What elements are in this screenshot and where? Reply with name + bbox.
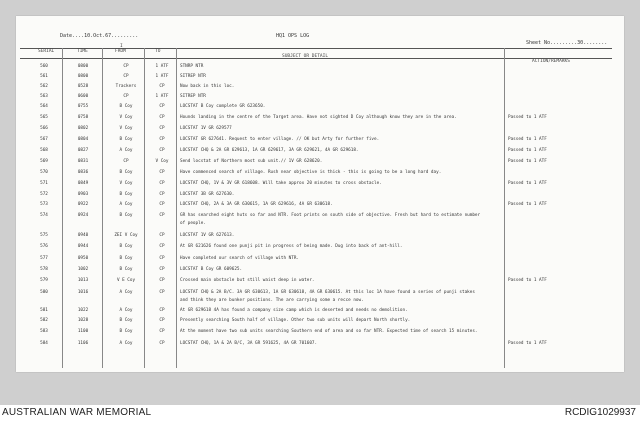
col-time: TIME — [77, 49, 88, 54]
row-serial: 573 — [40, 202, 48, 207]
row-time: 0831 — [77, 159, 89, 164]
row-from: A Coy — [119, 148, 133, 153]
row-to: CP — [159, 256, 165, 261]
row-from: B Coy — [119, 244, 133, 249]
row-serial: 584 — [40, 341, 48, 346]
col-from: FROM — [115, 49, 126, 54]
row-subject: SITREP NTR — [180, 74, 206, 79]
row-to: CP — [159, 170, 165, 175]
log-row — [16, 181, 624, 190]
row-to: CP — [159, 290, 165, 295]
row-subject: LOCSTAT CHQ, 1V & 3V GR 618608. Will take approx 20 minutes to cross obstacle. — [180, 181, 382, 186]
row-from: B Coy — [119, 170, 133, 175]
log-row — [16, 233, 624, 242]
archive-reference: RCDIG1029937 — [564, 407, 636, 418]
row-subject-continued: and think they are bunker positions. The are carrying some a recce now. — [180, 298, 364, 303]
archive-footer — [0, 405, 640, 421]
row-subject: LOCSTAT CHQ, 2A & 3A GR 630615, 1A GR 629616, 4A GR 630618. — [180, 202, 333, 207]
row-time: 0827 — [77, 148, 89, 153]
row-action: Passed to 1 ATF — [508, 137, 547, 142]
row-serial: 567 — [40, 137, 48, 142]
row-serial: 578 — [40, 267, 48, 272]
row-to: CP — [159, 213, 165, 218]
row-serial: 562 — [40, 84, 48, 89]
row-subject: At GR 621626 found one punji pit in progress of being made. Dug into back of ant-hill. — [180, 244, 403, 249]
log-row — [16, 267, 624, 276]
log-row — [16, 244, 624, 253]
row-time: 1002 — [77, 267, 89, 272]
row-from: A Coy — [119, 341, 133, 346]
row-subject: GR has searched eight huts so far and NTR. Foot prints on south side of objective. Fresh but hard to estimate number — [180, 213, 481, 218]
row-action: Passed to 1 ATF — [508, 202, 547, 207]
row-time: 0924 — [77, 213, 89, 218]
row-from: B Coy — [119, 104, 133, 109]
row-subject: Presently searching South half of village. Other two sub units will depart North shortly. — [180, 318, 411, 323]
row-time: 0849 — [77, 181, 89, 186]
row-from: V E Coy — [116, 278, 136, 283]
row-from: Trackers — [115, 84, 137, 89]
row-to: CP — [159, 137, 165, 142]
row-serial: 577 — [40, 256, 48, 261]
row-serial: 574 — [40, 213, 48, 218]
col-subject: SUBJECT OR DETAIL — [282, 54, 329, 59]
row-subject-continued: of people. — [180, 221, 206, 226]
row-time: 0755 — [77, 104, 89, 109]
row-serial: 570 — [40, 170, 48, 175]
row-to: CP — [159, 104, 165, 109]
row-to: CP — [159, 115, 165, 120]
row-serial: 575 — [40, 233, 48, 238]
row-subject: LOCSTAT CHQ & 2A B/C. 3A GR 630613, 1A GR 630618, 4A GR 630615. At this loc 1A have found a series of punji stakes — [180, 290, 475, 295]
row-to: CP — [159, 318, 165, 323]
log-row — [16, 341, 624, 350]
log-row — [16, 64, 624, 73]
log-row — [16, 213, 624, 226]
row-serial: 564 — [40, 104, 48, 109]
row-serial: 563 — [40, 94, 48, 99]
row-time: 1016 — [77, 290, 89, 295]
row-from: B Coy — [119, 256, 133, 261]
row-subject: Hounds landing in the centre of the Target area. Have not sighted D Coy although know they are in the area. — [180, 115, 457, 120]
row-time: 0800 — [77, 74, 89, 79]
row-time: 1106 — [77, 341, 89, 346]
log-row — [16, 94, 624, 103]
row-subject: Have completed our search of village with NTR. — [180, 256, 299, 261]
row-subject: STNRP NTR — [180, 64, 204, 69]
row-from: B Coy — [119, 137, 133, 142]
log-row — [16, 74, 624, 83]
log-row — [16, 256, 624, 265]
row-from: A Coy — [119, 290, 133, 295]
row-to: CP — [159, 84, 165, 89]
row-from: A Coy — [119, 308, 133, 313]
row-subject: LOCSTAT B Coy complete GR 623650. — [180, 104, 266, 109]
row-time: 1013 — [77, 278, 89, 283]
log-row — [16, 84, 624, 93]
row-subject: At GR 629618 4A has found a company size camp which is deserted and needs no demolition. — [180, 308, 408, 313]
row-from: CP — [123, 74, 129, 79]
row-to: 1 ATF — [155, 94, 169, 99]
row-time: 0802 — [77, 126, 89, 131]
row-to: CP — [159, 267, 165, 272]
row-subject: LOCSTAT 1V GR 627613. — [180, 233, 235, 238]
row-to: 1 ATF — [155, 74, 169, 79]
col-action: ACTION/REMARKS — [532, 59, 570, 64]
row-subject: SITREP NTR — [180, 94, 206, 99]
row-serial: 579 — [40, 278, 48, 283]
row-time: 0940 — [77, 233, 89, 238]
row-serial: 580 — [40, 290, 48, 295]
row-to: CP — [159, 148, 165, 153]
col-in-out-mark: I — [120, 44, 123, 49]
row-serial: 561 — [40, 74, 48, 79]
row-action: Passed to 1 ATF — [508, 115, 547, 120]
row-subject: LOCSTAT B Coy GR 609625. — [180, 267, 243, 272]
row-subject: LOCSTAT 1V GR 629577 — [180, 126, 232, 131]
row-serial: 571 — [40, 181, 48, 186]
row-time: 1028 — [77, 318, 89, 323]
row-serial: 583 — [40, 329, 48, 334]
row-to: 1 ATF — [155, 64, 169, 69]
row-subject: LOCSTAT CHQ, 1A & 2A B/C, 3A GR 591625, 4A GR 701607. — [180, 341, 318, 346]
row-from: ZEI V Coy — [114, 233, 138, 238]
row-serial: 569 — [40, 159, 48, 164]
row-to: CP — [159, 244, 165, 249]
row-from: B Coy — [119, 192, 133, 197]
row-to: CP — [159, 278, 165, 283]
row-subject: At the moment have two sub units searching Southern end of area and so far NTR. Expected time of search 15 minutes. — [180, 329, 478, 334]
header-rule-top — [20, 48, 612, 49]
row-action: Passed to 1 ATF — [508, 159, 547, 164]
row-to: CP — [159, 233, 165, 238]
archive-name: AUSTRALIAN WAR MEMORIAL — [2, 407, 152, 418]
row-serial: 560 — [40, 64, 48, 69]
log-row — [16, 278, 624, 287]
row-serial: 565 — [40, 115, 48, 120]
row-from: V Coy — [119, 181, 133, 186]
sheet-number: Sheet No.........30........ — [526, 40, 608, 46]
log-row — [16, 115, 624, 124]
row-time: 0600 — [77, 94, 89, 99]
row-time: 1022 — [77, 308, 89, 313]
row-from: B Coy — [119, 213, 133, 218]
log-row — [16, 318, 624, 327]
row-serial: 581 — [40, 308, 48, 313]
row-subject: Now back in this loc. — [180, 84, 235, 89]
log-row — [16, 137, 624, 146]
log-row — [16, 148, 624, 157]
row-to: CP — [159, 126, 165, 131]
row-subject: Send locstat of Northern most sub unit.// 1V GR 628620. — [180, 159, 323, 164]
row-time: 0804 — [77, 137, 89, 142]
row-from: B Coy — [119, 267, 133, 272]
row-action: Passed to 1 ATF — [508, 181, 547, 186]
row-time: 0950 — [77, 256, 89, 261]
row-time: 1100 — [77, 329, 89, 334]
header-rule-bottom — [20, 58, 612, 59]
row-from: B Coy — [119, 318, 133, 323]
log-date: Date....10.Oct.67......... — [60, 33, 139, 39]
col-to: TO — [155, 49, 161, 54]
row-time: 0836 — [77, 170, 89, 175]
log-row — [16, 308, 624, 317]
row-from: A Coy — [119, 202, 133, 207]
row-action: Passed to 1 ATF — [508, 148, 547, 153]
log-row — [16, 290, 624, 303]
row-to: CP — [159, 329, 165, 334]
log-row — [16, 170, 624, 179]
log-row — [16, 192, 624, 201]
row-time: 0922 — [77, 202, 89, 207]
row-action: Passed to 1 ATF — [508, 278, 547, 283]
row-serial: 566 — [40, 126, 48, 131]
row-to: CP — [159, 181, 165, 186]
row-from: V Coy — [119, 115, 133, 120]
log-row — [16, 329, 624, 338]
row-from: CP — [123, 159, 129, 164]
log-title: HQ1 OPS LOG — [276, 33, 310, 39]
row-serial: 568 — [40, 148, 48, 153]
row-subject: LOCSTAT CHQ & 2A GR 629613, 1A GR 629617, 3A GR 629621, 4A GR 629618. — [180, 148, 359, 153]
row-from: CP — [123, 94, 129, 99]
row-time: 0528 — [77, 84, 89, 89]
row-serial: 576 — [40, 244, 48, 249]
row-subject: Crossed main obstacle but still waist deep in water. — [180, 278, 315, 283]
row-to: V Coy — [155, 159, 169, 164]
log-row — [16, 202, 624, 211]
row-from: CP — [123, 64, 129, 69]
ops-log-sheet — [16, 16, 624, 372]
row-subject: LOCSTAT 3B GR 627630. — [180, 192, 235, 197]
log-row — [16, 159, 624, 168]
row-to: CP — [159, 202, 165, 207]
row-to: CP — [159, 308, 165, 313]
row-time: 0800 — [77, 64, 89, 69]
row-action: Passed to 1 ATF — [508, 341, 547, 346]
row-serial: 572 — [40, 192, 48, 197]
row-from: V Coy — [119, 126, 133, 131]
row-subject: Have commenced search of village. Rush near objective is thick - this is going to be a long hard day. — [180, 170, 442, 175]
row-from: B Coy — [119, 329, 133, 334]
row-to: CP — [159, 341, 165, 346]
row-serial: 582 — [40, 318, 48, 323]
row-to: CP — [159, 192, 165, 197]
row-time: 0758 — [77, 115, 89, 120]
row-time: 0903 — [77, 192, 89, 197]
row-time: 0944 — [77, 244, 89, 249]
log-row — [16, 104, 624, 113]
col-serial: SERIAL — [38, 49, 55, 54]
row-subject: LOCSTAT GR 627641. Request to enter village. // OK but Arty for further five. — [180, 137, 380, 142]
log-row — [16, 126, 624, 135]
